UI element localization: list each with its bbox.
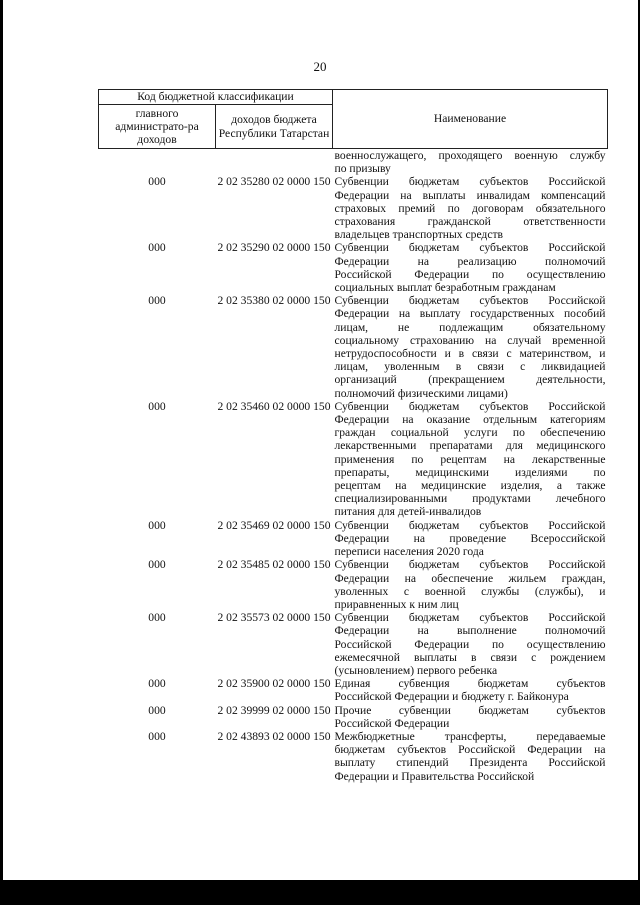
name-line: владельцев транспортных средств xyxy=(334,228,504,242)
name-line: Российской Федерации по осуществлению xyxy=(334,267,606,281)
name-line: лицам, не подлежащим обязательному xyxy=(334,320,606,334)
name-line: Субвенции бюджетам субъектов Российской xyxy=(334,294,606,308)
name-line: Российской Федерации и бюджету г. Байконура xyxy=(334,690,569,704)
admin-code-cell: 000 xyxy=(148,611,166,625)
name-line: Федерации на обеспечение жильем граждан, xyxy=(334,571,606,585)
name-line: Федерации и Правительства Российской xyxy=(334,769,535,783)
income-code-cell: 2 02 35469 02 0000 150 xyxy=(217,518,331,532)
name-cell xyxy=(333,611,608,677)
name-line: Субвенции бюджетам субъектов Российской xyxy=(334,175,606,189)
admin-code-cell: 000 xyxy=(148,729,166,743)
name-line: Федерации на оказание отдельным категориям xyxy=(334,413,606,427)
name-cell xyxy=(333,241,608,294)
name-line: Российской Федерации по осуществлению xyxy=(334,637,606,651)
admin-code-cell: 000 xyxy=(148,703,166,717)
header-income-code: доходов бюджета Республики Татарстан xyxy=(216,105,333,149)
income-code-cell: 2 02 35573 02 0000 150 xyxy=(217,611,331,625)
name-line: ежемесячной выплаты в связи с рождением xyxy=(334,650,606,664)
table-header xyxy=(99,90,608,149)
name-line: военнослужащего, проходящего военную службу xyxy=(334,149,606,162)
name-line: Субвенции бюджетам субъектов Российской xyxy=(334,399,606,413)
income-code-cell: 2 02 35900 02 0000 150 xyxy=(217,677,331,691)
name-line: переписи населения 2020 года xyxy=(334,545,484,559)
name-line: организаций (прекращением деятельности, xyxy=(334,373,606,387)
income-code-cell: 2 02 35380 02 0000 150 xyxy=(217,294,331,308)
budget-classification-table xyxy=(98,89,608,783)
name-cell xyxy=(333,558,608,611)
name-line: полномочий физическими лицами) xyxy=(334,386,508,400)
name-line: специализированными продуктами лечебного xyxy=(334,492,606,506)
name-line: Субвенции бюджетам субъектов Российской xyxy=(334,518,606,532)
income-code-cell: 2 02 35485 02 0000 150 xyxy=(217,558,331,572)
name-line: бюджетам субъектов Российской Федерации на xyxy=(334,743,606,757)
admin-code-cell: 000 xyxy=(148,241,166,255)
name-line: граждан социальной услуги по обеспечению xyxy=(334,426,606,440)
name-line: рецептам на медицинские изделия, а также xyxy=(334,479,606,493)
name-cell xyxy=(333,704,608,730)
name-line: Субвенции бюджетам субъектов Российской xyxy=(334,611,606,625)
admin-code-cell: 000 xyxy=(148,294,166,308)
name-line: лекарственными препаратами для медицинского xyxy=(334,439,606,453)
name-line: лицам, уволенным в связи с ликвидацией xyxy=(334,360,606,374)
header-admin-code: главного администрато-ра доходов xyxy=(99,105,216,149)
name-line: применения по рецептам на лекарственные xyxy=(334,452,606,466)
admin-code-cell: 000 xyxy=(148,518,166,532)
name-line: по призыву xyxy=(334,162,391,176)
page-number: 20 xyxy=(313,59,327,74)
name-line: питания для детей-инвалидов xyxy=(334,505,482,519)
name-line: Межбюджетные трансферты, передаваемые xyxy=(334,729,606,743)
income-code-cell: 2 02 35460 02 0000 150 xyxy=(217,399,331,413)
name-line: Федерации на выполнение полномочий xyxy=(334,624,606,638)
table-row xyxy=(99,558,608,611)
name-line: Федерации на проведение Всероссийской xyxy=(334,531,606,545)
table-row xyxy=(99,241,608,294)
name-cell xyxy=(333,519,608,559)
income-code-cell: 2 02 39999 02 0000 150 xyxy=(217,703,331,717)
table-row xyxy=(99,294,608,400)
name-line: Федерации на реализацию полномочий xyxy=(334,254,606,268)
name-cell xyxy=(333,294,608,400)
name-line: Федерации на выплаты инвалидам компенсаций xyxy=(334,188,606,202)
table-row xyxy=(99,175,608,241)
admin-code-cell: 000 xyxy=(148,677,166,691)
name-line: социальному страхованию на случай временной xyxy=(334,333,606,347)
admin-code-cell: 000 xyxy=(148,558,166,572)
table-row xyxy=(99,730,608,783)
name-line: нетрудоспособности и в связи с материнством, и xyxy=(334,347,606,361)
name-line: социальных выплат безработным гражданам xyxy=(334,281,556,295)
name-line: уволенных с военной службы (службы), и xyxy=(334,584,606,598)
name-line: Субвенции бюджетам субъектов Российской xyxy=(334,558,606,572)
name-line: Единая субвенция бюджетам субъектов xyxy=(334,677,606,691)
admin-code-cell: 000 xyxy=(148,399,166,413)
table-body xyxy=(99,149,608,783)
name-line: приравненных к ним лиц xyxy=(334,597,459,611)
income-code-cell: 2 02 43893 02 0000 150 xyxy=(217,729,331,743)
header-code-group: Код бюджетной классификации xyxy=(99,90,333,105)
name-cell xyxy=(333,400,608,519)
continuation-row xyxy=(99,149,608,176)
table-row xyxy=(99,611,608,677)
scan-bottom-edge xyxy=(0,880,640,905)
name-line: страховых премий по договорам обязательного xyxy=(334,201,606,215)
table-row xyxy=(99,677,608,703)
admin-code-cell: 000 xyxy=(148,175,166,189)
name-cell xyxy=(333,677,608,703)
scan-left-edge xyxy=(0,0,3,905)
income-code-cell: 2 02 35290 02 0000 150 xyxy=(217,241,331,255)
name-line: Прочие субвенции бюджетам субъектов xyxy=(334,703,606,717)
name-line: (усыновлением) первого ребенка xyxy=(334,663,498,677)
name-line: Российской Федерации xyxy=(334,716,450,730)
name-line: Субвенции бюджетам субъектов Российской xyxy=(334,241,606,255)
table-row xyxy=(99,400,608,519)
table-row xyxy=(99,704,608,730)
header-name: Наименование xyxy=(333,90,608,149)
income-code-cell: 2 02 35280 02 0000 150 xyxy=(217,175,331,189)
name-line: препараты, медицинскими изделиями по xyxy=(334,465,606,479)
continuation-text xyxy=(333,149,608,176)
name-line: Федерации на выплату государственных пособий xyxy=(334,307,606,321)
name-cell xyxy=(333,175,608,241)
table-row xyxy=(99,519,608,559)
name-line: страхования гражданской ответственности xyxy=(334,215,606,229)
name-line: выплату стипендий Президента Российской xyxy=(334,756,606,770)
name-cell xyxy=(333,730,608,783)
